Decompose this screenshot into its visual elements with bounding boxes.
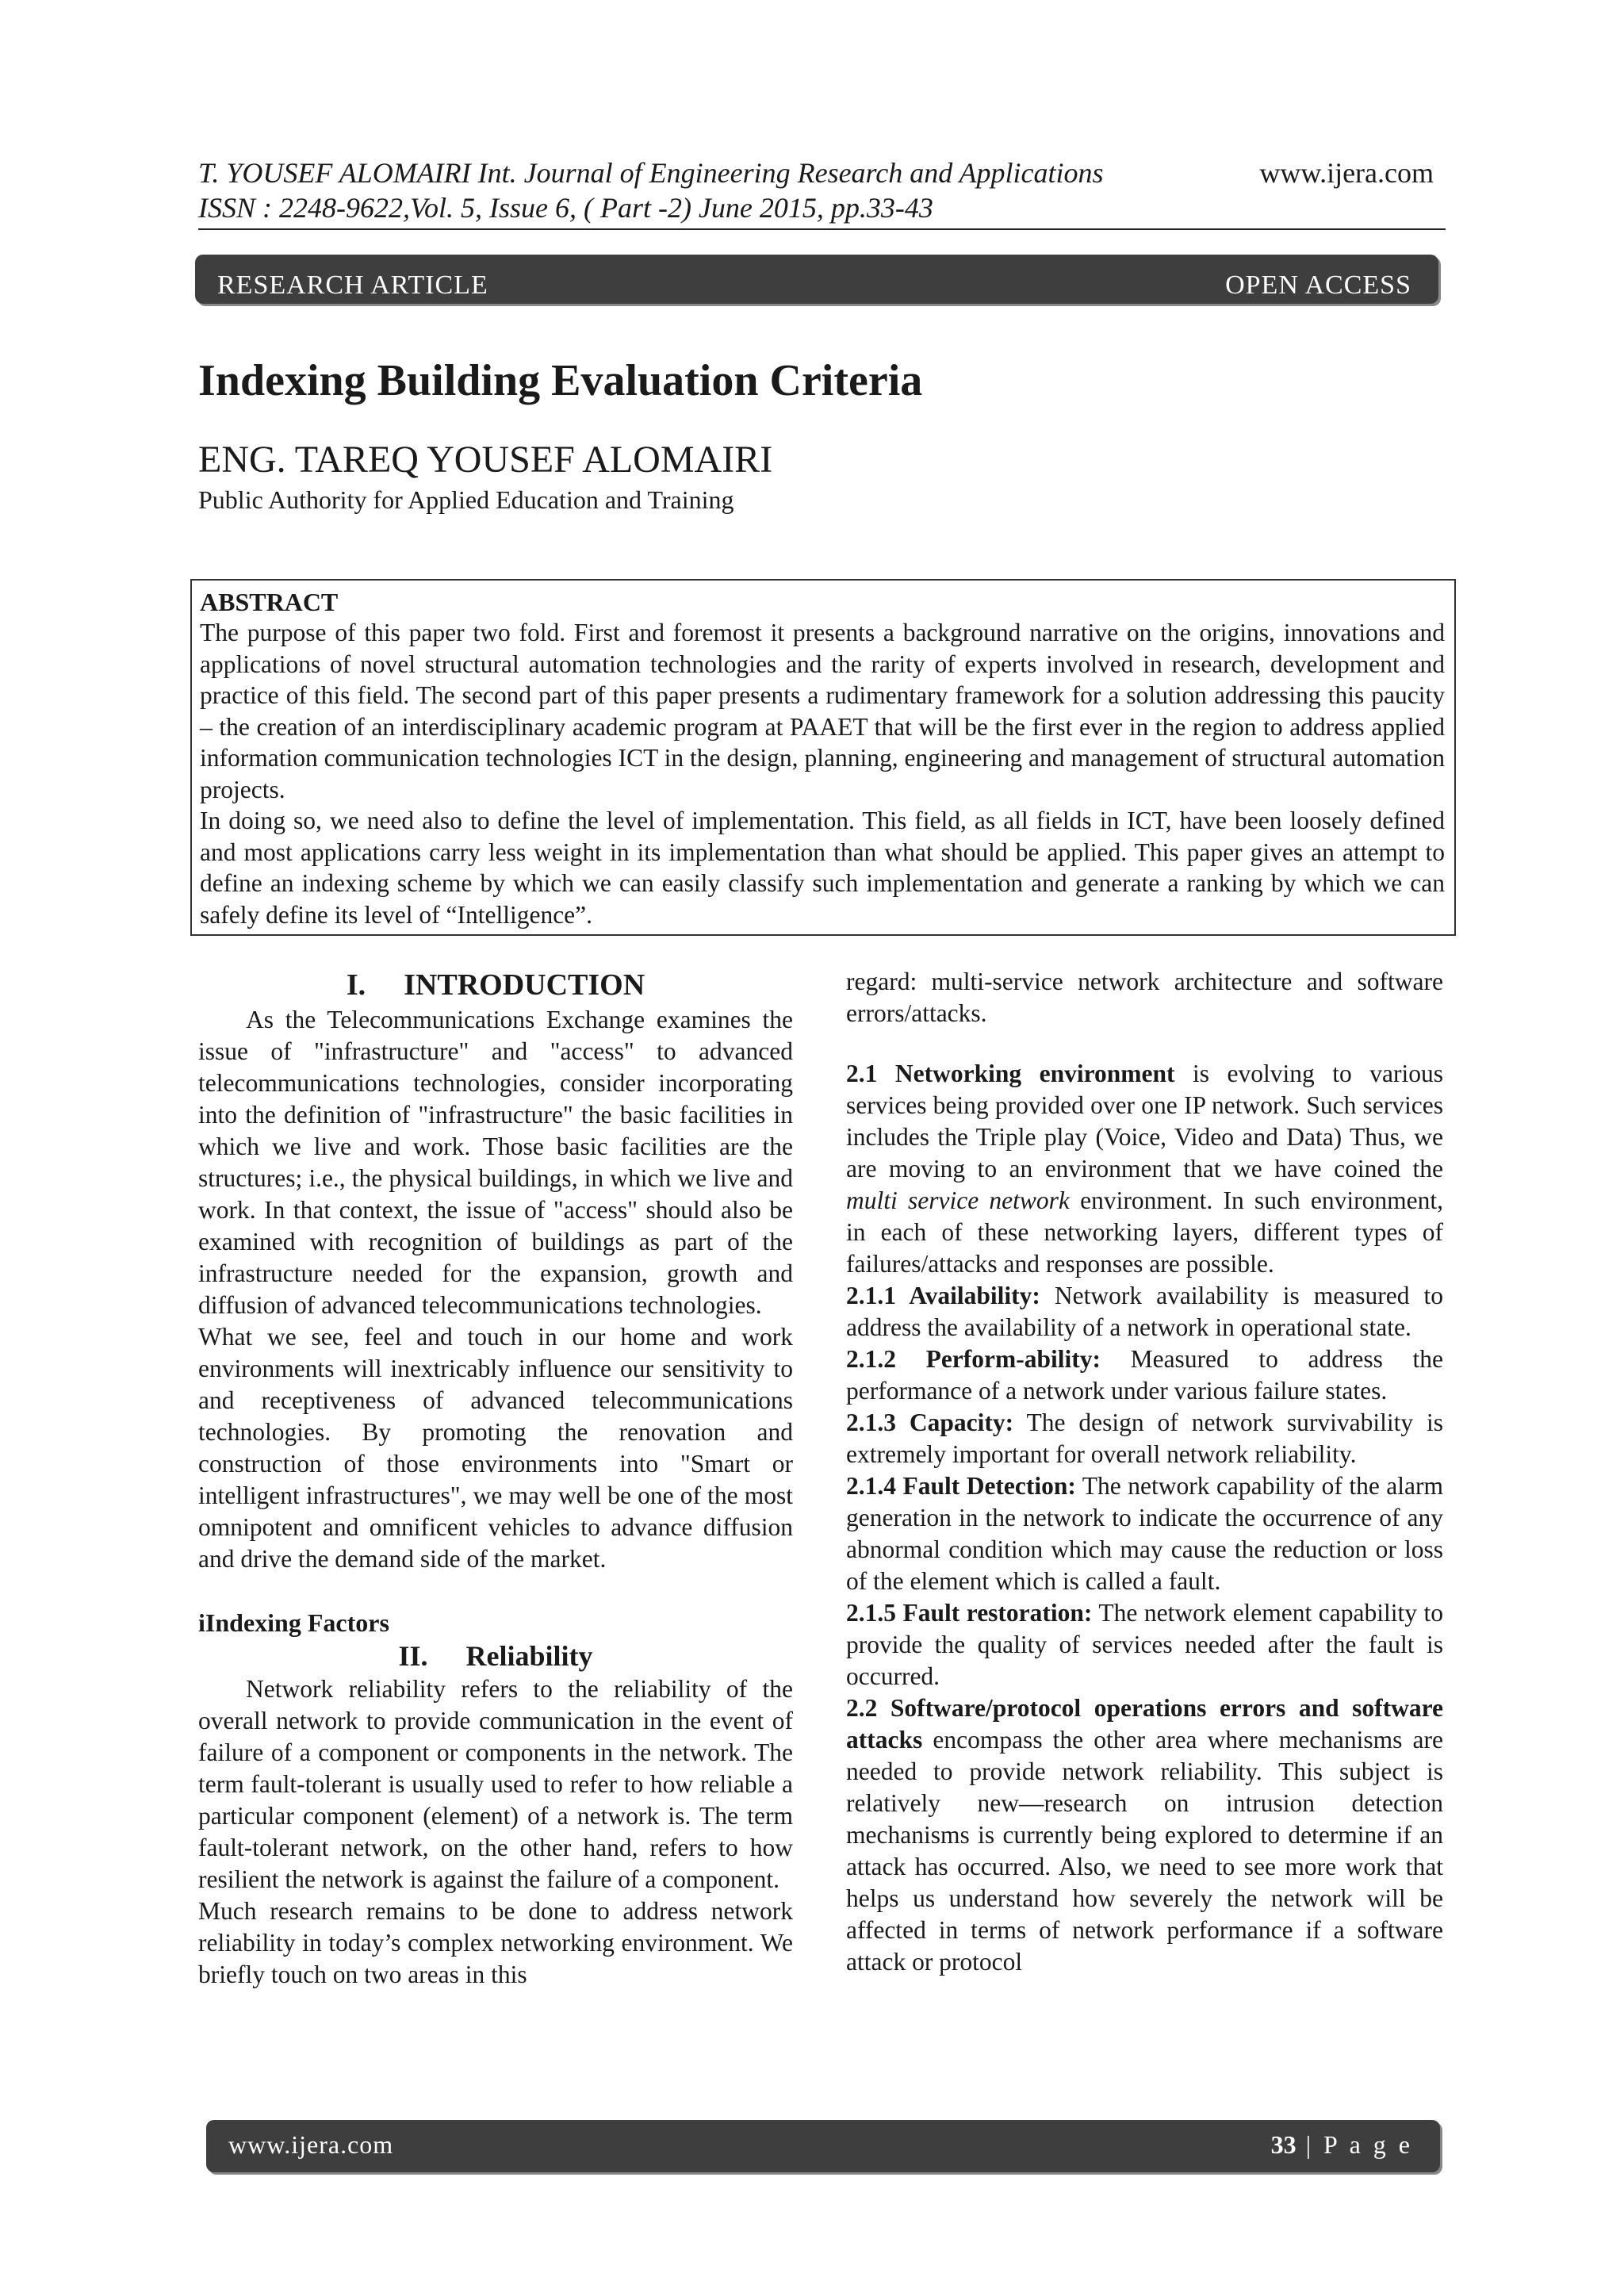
author-affiliation: Public Authority for Applied Education and Training: [198, 485, 734, 514]
left-column: [198, 966, 793, 1991]
availability-paragraph: [846, 1280, 1443, 1343]
footer-site-link[interactable]: www.ijera.com: [228, 2130, 394, 2159]
capacity-paragraph: [846, 1407, 1443, 1470]
performability-paragraph: [846, 1343, 1443, 1407]
software-attacks-paragraph: [846, 1692, 1443, 1978]
emphasis-text: multi service network: [846, 1186, 1070, 1214]
subsection-label: 2.1.3 Capacity:: [846, 1409, 1014, 1436]
paragraph-text: The network capability of the alarm generation in the network to indicate the occurrence of any abnormal condition which may cause the reduction or loss of the element which is called a fault.: [846, 1472, 1443, 1595]
networking-environment-paragraph: [846, 1058, 1443, 1280]
reliability-paragraph-2: Much research remains to be done to address network reliability in today’s complex networking environment. We briefly touch on two areas in this: [198, 1897, 793, 1988]
paper-title: Indexing Building Evaluation Criteria: [198, 356, 923, 405]
section-title: Reliability: [465, 1640, 593, 1672]
paragraph-text: environment. In such environment, in each of these networking layers, different types of failures/attacks and responses are possible.: [846, 1186, 1443, 1278]
section-heading-reliability: [198, 1639, 793, 1673]
indexing-factors-heading: iIndexing Factors: [198, 1608, 389, 1637]
subsection-label: 2.1 Networking environment: [846, 1060, 1175, 1087]
paragraph-text: Measured to address the performance of a network under various failure states.: [846, 1345, 1443, 1405]
subsection-label: 2.1.4 Fault Detection:: [846, 1472, 1076, 1500]
subsection-label: 2.1.5 Fault restoration:: [846, 1599, 1093, 1627]
open-access-label: OPEN ACCESS: [1225, 270, 1411, 300]
subsection-label: 2.1.2 Perform-ability:: [846, 1345, 1101, 1373]
section-number: II.: [398, 1640, 428, 1672]
section-heading-introduction: [198, 966, 793, 1004]
header-divider: [198, 228, 1446, 230]
article-type-banner: [195, 255, 1438, 304]
intro-paragraph-2: What we see, feel and touch in our home and work environments will inextricably influence our sensitivity to and receptiveness of advanced telecommunications technologies. By promoting the renovation and construction of those environments into "Smart or intelligent infrastructures", we may well be one of the most omnipotent and omnificent vehicles to advance diffusion and drive the demand side of the market.: [198, 1323, 793, 1573]
subsection-label: 2.1.1 Availability:: [846, 1282, 1040, 1309]
reliability-paragraph-1: Network reliability refers to the reliability of the overall network to provide communication in the event of failure of a component or components in the network. The term fault-tolerant is usually used to refer to how reliable a particular component (element) of a network is. The term fault-tolerant network, on the other hand, refers to how resilient the network is against the failure of a component.: [198, 1675, 793, 1893]
paragraph-text: The network element capability to provide the quality of services needed after the fault is occurred.: [846, 1599, 1443, 1690]
intro-paragraph-1: As the Telecommunications Exchange examines the issue of "infrastructure" and "access" to advanced telecommunications technologies, consider incorporating into the definition of "infrastructure" the basic facilities in which we live and work. Those basic facilities are the structures; i.e., the physical buildings, in which we live and work. In that context, the issue of "access" should also be examined with recognition of buildings as part of the infrastructure needed for the expansion, growth and diffusion of advanced telecommunications technologies.: [198, 1006, 793, 1319]
spacer: [846, 1029, 1443, 1058]
subsection-label: 2.2 Software/protocol operations errors and software attacks: [846, 1694, 1443, 1754]
continued-paragraph: regard: multi-service network architecture and software errors/attacks.: [846, 968, 1443, 1027]
page-number: [1271, 2130, 1413, 2160]
journal-citation-line-1: T. YOUSEF ALOMAIRI Int. Journal of Engineering Research and Applications: [198, 157, 1104, 189]
header-site-link[interactable]: www.ijera.com: [1259, 157, 1434, 189]
abstract-paragraph-1: The purpose of this paper two fold. First and foremost it presents a background narrative on the origins, innovations and applications of novel structural automation technologies and the rarity of experts involved in research, development and practice of this field. The second part of this paper presents a rudimentary framework for a solution addressing this paucity – the creation of an interdisciplinary academic program at PAAET that will be the first ever in the region to address applied information communication technologies ICT in the design, planning, engineering and management of structural automation projects.: [200, 619, 1445, 803]
paragraph-text: is evolving to various services being provided over one IP network. Such services includes the Triple play (Voice, Video and Data) Thus, we are moving to an environment that we have coined the: [846, 1060, 1443, 1182]
fault-detection-paragraph: [846, 1470, 1443, 1597]
section-title: INTRODUCTION: [404, 968, 645, 1002]
paragraph-text: encompass the other area where mechanisms are needed to provide network reliability. This subject is relatively new—research on intrusion detection mechanisms is currently being explored to determine if an attack has occurred. Also, we need to see more work that helps us understand how severely the network will be affected in terms of network performance if a software attack or protocol: [846, 1726, 1443, 1976]
research-article-label: RESEARCH ARTICLE: [217, 270, 488, 300]
abstract-box: [190, 579, 1456, 936]
page-footer: [206, 2120, 1440, 2172]
page-number-value: 33: [1270, 2130, 1297, 2159]
author-name: ENG. TAREQ YOUSEF ALOMAIRI: [198, 439, 773, 481]
paragraph-text: Network availability is measured to address the availability of a network in operational state.: [846, 1282, 1443, 1341]
section-number: I.: [346, 968, 366, 1002]
abstract-heading: ABSTRACT: [200, 588, 339, 616]
page-label: | P a g e: [1296, 2130, 1413, 2159]
fault-restoration-paragraph: [846, 1597, 1443, 1692]
journal-citation-line-2: ISSN : 2248-9622,Vol. 5, Issue 6, ( Part -2) June 2015, pp.33-43: [198, 192, 933, 224]
spacer: [198, 1575, 793, 1607]
paragraph-text: The design of network survivability is extremely important for overall network reliability.: [846, 1409, 1444, 1468]
abstract-paragraph-2: In doing so, we need also to define the level of implementation. This field, as all fields in ICT, have been loosely defined and most applications carry less weight in its implementation than what should be applied. This paper gives an attempt to define an indexing scheme by which we can easily classify such implementation and generate a ranking by which we can safely define its level of “Intelligence”.: [200, 807, 1445, 929]
right-column: [846, 966, 1443, 1978]
